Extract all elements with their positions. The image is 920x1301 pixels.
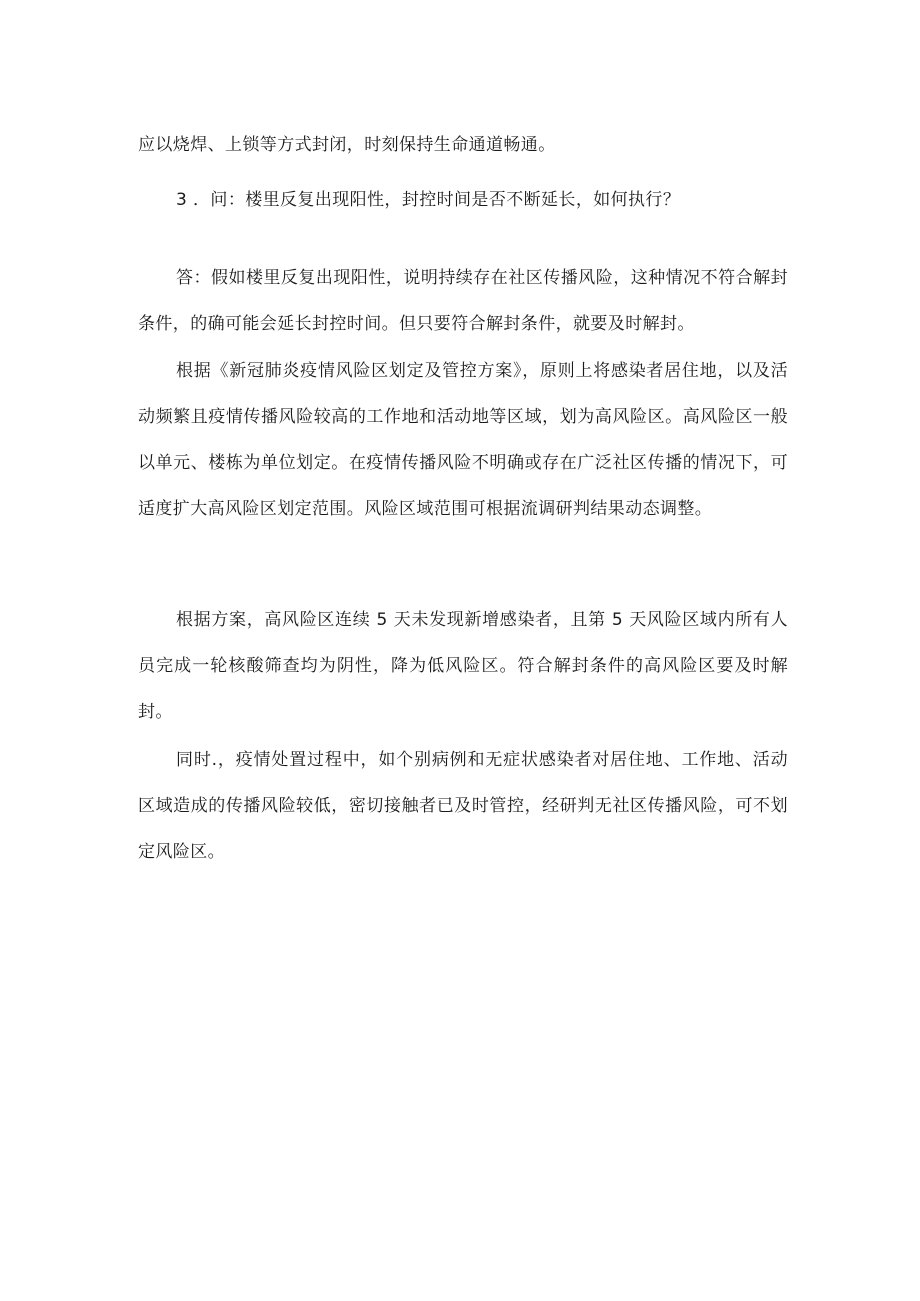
risk-zone-paragraph: 根据《新冠肺炎疫情风险区划定及管控方案》，原则上将感染者居住地，以及活动频繁且疫情传播风险较高的工作地和活动地等区域，划为高风险区。高风险区一般以单元、楼栋为单位划定。在疫情传播风险不明确或存在广泛社区传播的情况下，可适度扩大高风险区划定范围。风险区域范围可根据流调研判结果动态调整。	[138, 361, 788, 519]
answer-paragraph: 答：假如楼里反复出现阳性，说明持续存在社区传播风险，这种情况不符合解封条件，的确可能会延长封控时间。但只要符合解封条件，就要及时解封。	[138, 268, 788, 334]
question-heading: 3 ．问：楼里反复出现阳性，封控时间是否不断延长，如何执行？	[176, 190, 681, 210]
paragraph-continuation: 应以烧焊、上锁等方式封闭，时刻保持生命通道畅通。	[138, 135, 556, 155]
exception-paragraph: 同时.，疫情处置过程中，如个别病例和无症状感染者对居住地、工作地、活动区域造成的传播风险较低，密切接触者已及时管控，经研判无社区传播风险，可不划定风险区。	[138, 750, 788, 862]
downgrade-paragraph: 根据方案，高风险区连续 5 天未发现新增感染者，且第 5 天风险区域内所有人员完成一轮核酸筛查均为阴性，降为低风险区。符合解封条件的高风险区要及时解封。	[138, 610, 788, 722]
